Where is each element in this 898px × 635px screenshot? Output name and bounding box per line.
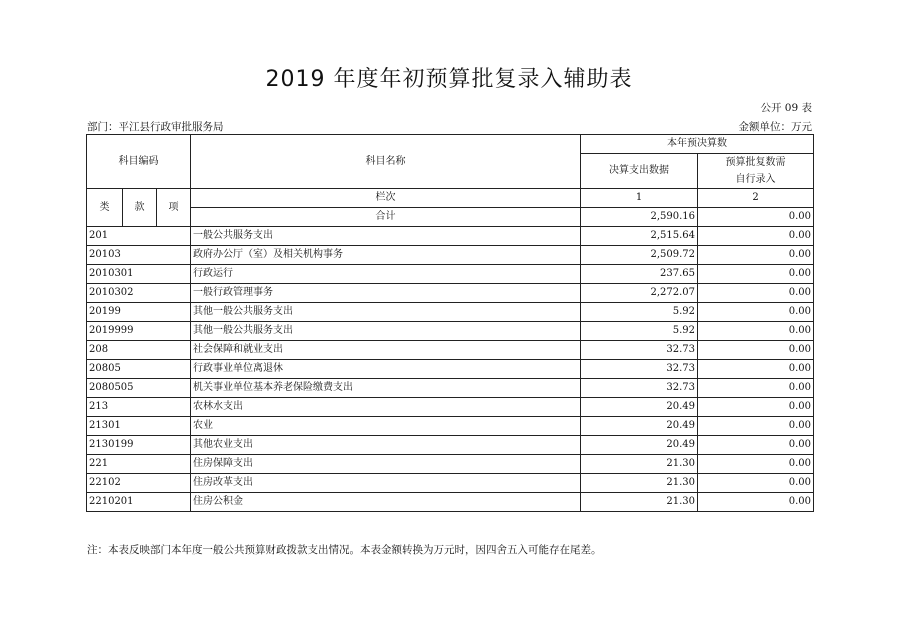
subject-name-cell: 机关事业单位基本养老保险缴费支出 <box>191 379 581 398</box>
subject-name-cell: 住房保障支出 <box>191 455 581 474</box>
table-row <box>87 360 814 379</box>
table-row <box>87 436 814 455</box>
final-expenditure-cell: 32.73 <box>581 341 698 360</box>
table-row <box>87 227 814 246</box>
table-row <box>87 455 814 474</box>
subject-code-cell: 221 <box>87 455 191 474</box>
subject-code-cell: 2210201 <box>87 493 191 512</box>
amount-unit-label: 金额单位：万元 <box>738 121 812 133</box>
approved-budget-cell: 0.00 <box>698 246 814 265</box>
subject-name-cell: 行政事业单位离退休 <box>191 360 581 379</box>
approved-budget-cell: 0.00 <box>698 322 814 341</box>
lei-header: 类 <box>87 189 123 227</box>
final-expenditure-cell: 20.49 <box>581 436 698 455</box>
approved-budget-header <box>698 154 814 189</box>
total-final-expenditure: 2,590.16 <box>581 208 698 227</box>
subject-code-cell: 208 <box>87 341 191 360</box>
page-title: 2019 年度年初预算批复录入辅助表 <box>265 67 633 92</box>
final-expenditure-cell: 21.30 <box>581 474 698 493</box>
subject-code-cell: 21301 <box>87 417 191 436</box>
approved-budget-cell: 0.00 <box>698 284 814 303</box>
final-expenditure-cell: 21.30 <box>581 455 698 474</box>
subject-name-cell: 政府办公厅（室）及相关机构事务 <box>191 246 581 265</box>
table-row <box>87 265 814 284</box>
table-row <box>87 474 814 493</box>
subject-code-cell: 2130199 <box>87 436 191 455</box>
final-expenditure-cell: 21.30 <box>581 493 698 512</box>
final-expenditure-cell: 20.49 <box>581 417 698 436</box>
subject-code-cell: 201 <box>87 227 191 246</box>
subject-name-cell: 住房改革支出 <box>191 474 581 493</box>
subject-name-cell: 住房公积金 <box>191 493 581 512</box>
approved-budget-cell: 0.00 <box>698 360 814 379</box>
subject-code-cell: 2010301 <box>87 265 191 284</box>
xiang-header: 项 <box>157 189 191 227</box>
table-row <box>87 341 814 360</box>
approved-budget-cell: 0.00 <box>698 303 814 322</box>
table-row <box>87 303 814 322</box>
final-expenditure-cell: 2,515.64 <box>581 227 698 246</box>
subject-name-cell: 农业 <box>191 417 581 436</box>
table-row <box>87 246 814 265</box>
subject-name-header: 科目名称 <box>191 135 581 189</box>
subject-code-cell: 2010302 <box>87 284 191 303</box>
column-number-2: 2 <box>698 189 814 208</box>
approved-budget-cell: 0.00 <box>698 417 814 436</box>
column-number-1: 1 <box>581 189 698 208</box>
subject-code-cell: 213 <box>87 398 191 417</box>
final-expenditure-cell: 32.73 <box>581 379 698 398</box>
final-expenditure-cell: 20.49 <box>581 398 698 417</box>
final-expenditure-cell: 2,272.07 <box>581 284 698 303</box>
subject-name-cell: 一般公共服务支出 <box>191 227 581 246</box>
subject-name-cell: 社会保障和就业支出 <box>191 341 581 360</box>
approved-budget-cell: 0.00 <box>698 398 814 417</box>
subject-code-cell: 20805 <box>87 360 191 379</box>
subject-name-cell: 其他一般公共服务支出 <box>191 303 581 322</box>
column-number-label: 栏次 <box>191 189 581 208</box>
subject-code-cell: 22102 <box>87 474 191 493</box>
approved-budget-cell: 0.00 <box>698 493 814 512</box>
approved-budget-cell: 0.00 <box>698 265 814 284</box>
table-row <box>87 417 814 436</box>
table-row <box>87 398 814 417</box>
final-expenditure-cell: 237.65 <box>581 265 698 284</box>
approved-budget-cell: 0.00 <box>698 341 814 360</box>
subject-name-cell: 其他农业支出 <box>191 436 581 455</box>
subject-code-cell: 2080505 <box>87 379 191 398</box>
budget-group-header: 本年预决算数 <box>581 135 814 154</box>
footnote: 注：本表反映部门本年度一般公共预算财政拨款支出情况。本表金额转换为万元时，因四舍五入可能存在尾差。 <box>87 544 602 556</box>
subject-code-cell: 20103 <box>87 246 191 265</box>
budget-table <box>86 134 814 512</box>
approved-budget-cell: 0.00 <box>698 227 814 246</box>
table-row <box>87 379 814 398</box>
subject-name-cell: 一般行政管理事务 <box>191 284 581 303</box>
table-row <box>87 322 814 341</box>
subject-code-header: 科目编码 <box>87 135 191 189</box>
total-approved-budget: 0.00 <box>698 208 814 227</box>
final-expenditure-cell: 2,509.72 <box>581 246 698 265</box>
approved-budget-header-line1: 预算批复数需 <box>725 157 786 168</box>
approved-budget-cell: 0.00 <box>698 379 814 398</box>
subject-name-cell: 行政运行 <box>191 265 581 284</box>
subject-code-cell: 20199 <box>87 303 191 322</box>
approved-budget-header-line2: 自行录入 <box>735 174 776 185</box>
form-number: 公开 09 表 <box>760 102 812 114</box>
table-row <box>87 284 814 303</box>
department-label: 部门：平江县行政审批服务局 <box>87 121 224 133</box>
approved-budget-cell: 0.00 <box>698 474 814 493</box>
subject-name-cell: 其他一般公共服务支出 <box>191 322 581 341</box>
subject-name-cell: 农林水支出 <box>191 398 581 417</box>
final-expenditure-cell: 5.92 <box>581 303 698 322</box>
table-row <box>87 493 814 512</box>
final-expenditure-cell: 32.73 <box>581 360 698 379</box>
approved-budget-cell: 0.00 <box>698 455 814 474</box>
final-expenditure-cell: 5.92 <box>581 322 698 341</box>
kuan-header: 款 <box>123 189 157 227</box>
final-expenditure-header: 决算支出数据 <box>581 154 698 189</box>
total-label: 合计 <box>191 208 581 227</box>
approved-budget-cell: 0.00 <box>698 436 814 455</box>
subject-code-cell: 2019999 <box>87 322 191 341</box>
